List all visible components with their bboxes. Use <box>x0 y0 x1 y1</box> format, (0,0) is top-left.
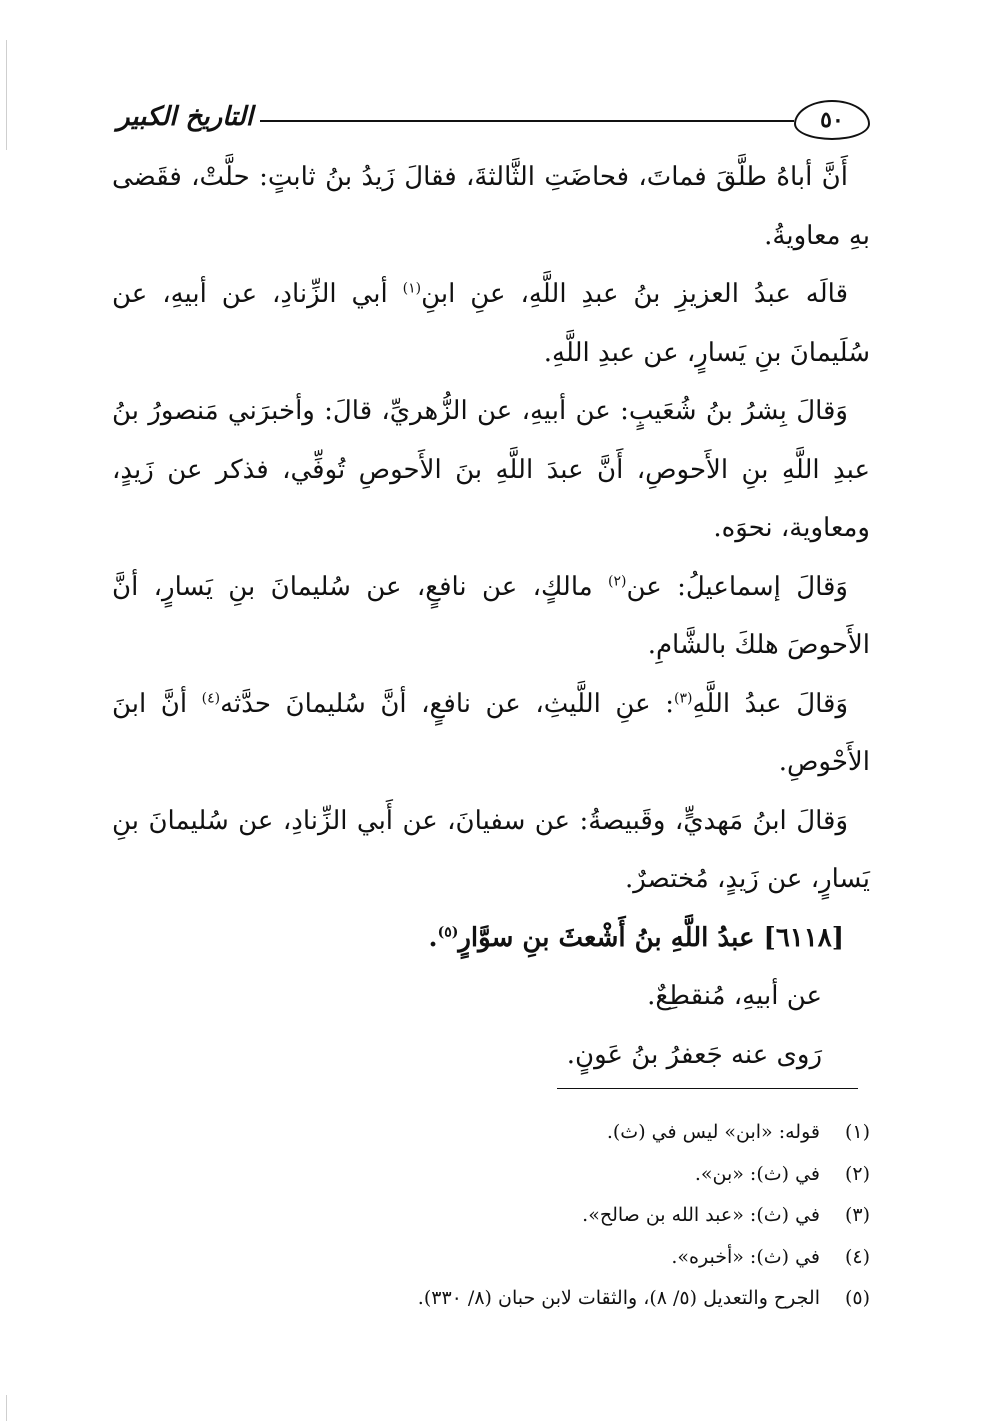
footnote <box>112 1237 870 1279</box>
paragraph: وَقالَ عبدُ اللَّهِ$^{(٣)}$: عنِ اللَّيثِ، عن نافعٍ، أنَّ سُليمانَ حدَّثه$^{(٤)}$ أنَّ ابنَ الأَحْوصِ. <box>112 688 870 777</box>
main-text <box>112 148 870 1084</box>
footnote-number: (٢) <box>844 1162 870 1185</box>
footnote-reference: (٤) <box>201 689 221 706</box>
footnote-number: (٣) <box>844 1204 870 1226</box>
page-number-badge <box>794 100 870 140</box>
footnotes <box>112 1112 870 1320</box>
footnote-number: (١) <box>844 1121 870 1143</box>
footnote <box>112 1112 870 1154</box>
page-number: ٥٠ <box>820 107 844 133</box>
entry-line: رَوى عنه جَعفرُ بنُ عَونٍ. <box>566 1039 822 1070</box>
footnote-text: في (ث): «عبد الله بن صالح». <box>582 1204 820 1226</box>
header-rule <box>260 120 794 122</box>
paragraph: قالَه عبدُ العزيزِ بنُ عبدِ اللَّهِ، عنِ ابنِ$^{(١)}$ أبي الزِّنادِ، عن أبيهِ، عن سُلَيمانَ بنِ يَسارٍ، عن عبدِ اللَّهِ. <box>112 279 870 368</box>
footnote-separator <box>557 1088 858 1089</box>
entry-line: عن أبيهِ، مُنقطِعٌ. <box>647 981 822 1011</box>
footnote <box>112 1278 870 1320</box>
footnote-reference: (١) <box>402 280 422 297</box>
scan-margin-line-bottom <box>6 1395 7 1421</box>
footnote-text: في (ث): «بن». <box>694 1162 820 1185</box>
footnote-reference: (٢) <box>608 572 627 589</box>
paragraph: وَقالَ إسماعيلُ: عن$^{(٢)}$ مالكٍ، عن نافعٍ، عن سُليمانَ بنِ يَسارٍ، أنَّ الأَحوصَ هلكَ بالشَّامِ. <box>112 571 870 660</box>
footnote <box>112 1154 870 1196</box>
footnote-text: في (ث): «أخبره». <box>671 1245 820 1268</box>
footnote-reference: (٣) <box>673 689 693 706</box>
entry-heading: [٦١١٨] عبدُ اللَّهِ بنُ أَشْعثَ بنِ سوَّارٍ$^{(٥)}$. <box>428 922 844 953</box>
scan-margin-line <box>6 40 7 150</box>
running-title: التاريخ الكبير <box>116 102 254 132</box>
footnote-text: قوله: «ابن» ليس في (ث). <box>606 1121 820 1143</box>
footnote-reference: (٥) <box>437 923 459 940</box>
paragraph: وَقالَ بِشرُ بنُ شُعَيبٍ: عن أبيهِ، عن الزُّهريِّ، قالَ: وأخبرَني مَنصورُ بنُ عبدِ اللَّهِ بنِ الأَحوصِ، أَنَّ عبدَ اللَّهِ بنَ الأَحوصِ تُوفِّي، فذكر عن زَيدٍ، ومعاوية، نحوَه. <box>112 396 870 543</box>
paragraph: أَنَّ أباهُ طلَّقَ فماتَ، فحاضَتِ الثَّالثةَ، فقالَ زَيدُ بنُ ثابتٍ: حلَّتْ، فقَضى بهِ معاويةُ. <box>112 162 870 251</box>
paragraph: وَقالَ ابنُ مَهديٍّ، وقَبيصةُ: عن سفيانَ، عن أَبي الزِّنادِ، عن سُليمانَ بنِ يَسارٍ، عن زَيدٍ، مُختصرٌ. <box>112 805 870 894</box>
footnote-text: الجرح والتعديل (٥/ ٨)، والثقات لابن حبان (٨/ ٣٣٠). <box>417 1287 820 1309</box>
footnote-number: (٥) <box>844 1287 870 1309</box>
footnote-number: (٤) <box>844 1245 870 1268</box>
footnote <box>112 1195 870 1237</box>
page-header <box>110 96 870 140</box>
